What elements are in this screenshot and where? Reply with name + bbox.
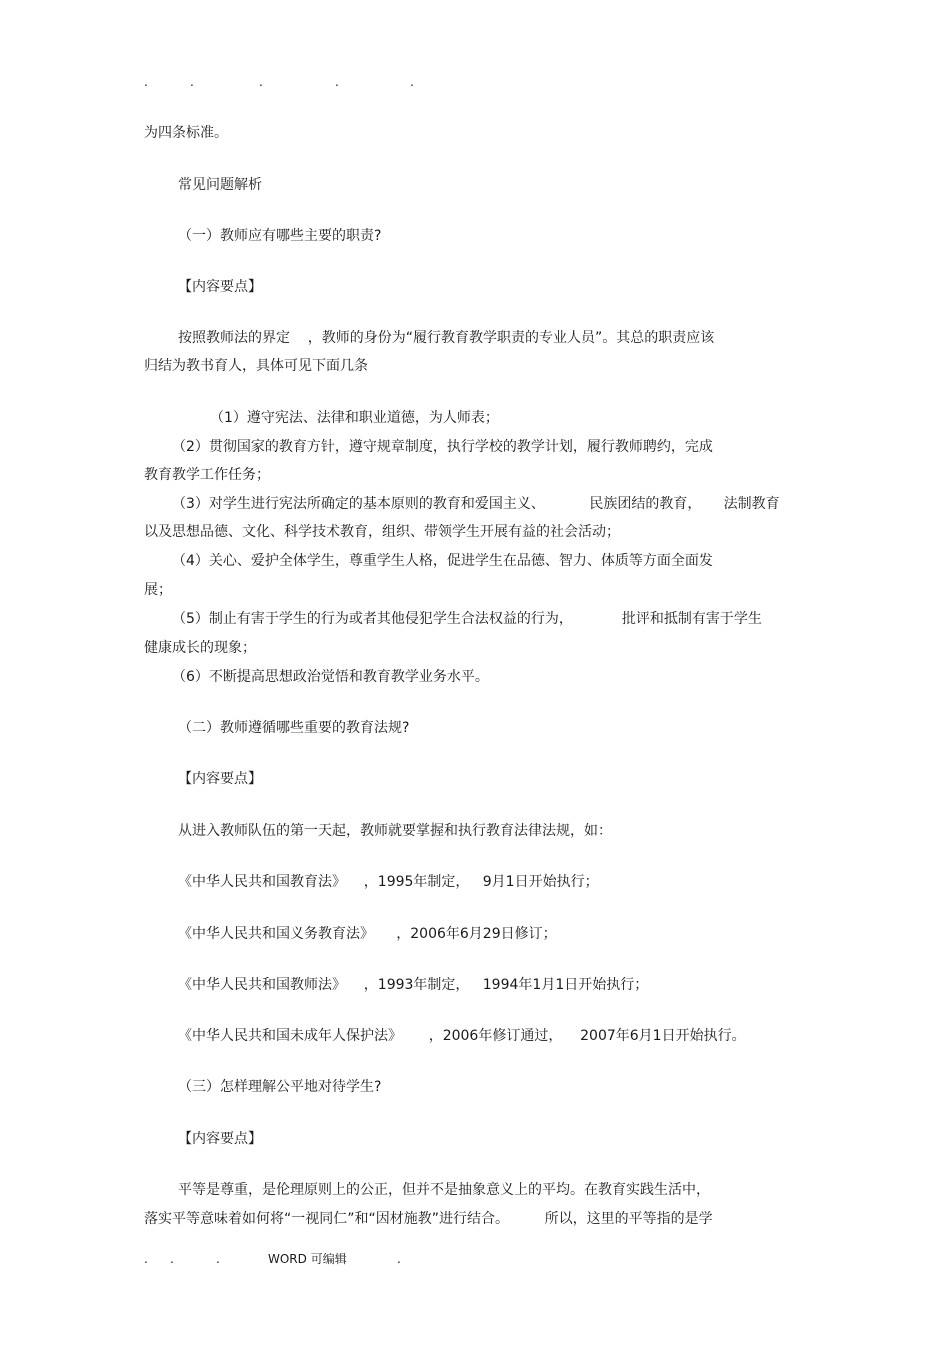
duty-item-6: （6）不断提高思想政治觉悟和教育教学业务水平。 [172,669,489,685]
footer-dot: . [170,1252,174,1266]
law-item: 《中华人民共和国未成年人保护法》 ，2006年修订通过， 2007年6月1日开始执行。 [178,1028,746,1044]
q3-paragraph-line-1: 平等是尊重，是伦理原则上的公正，但并不是抽象意义上的平均。在教育实践生活中， [178,1182,710,1198]
q1-paragraph-line-1: 按照教师法的界定 ，教师的身份为“履行教育教学职责的专业人员”。其总的职责应该 [178,330,715,346]
duty-item-4: （4）关心、爱护全体学生，尊重学生人格，促进学生在品德、智力、体质等方面全面发 [172,553,713,569]
footer-dot: . [397,1252,401,1266]
header-dot: . [410,75,414,89]
law-item: 《中华人民共和国教育法》 ，1995年制定， 9月1日开始执行； [178,874,599,890]
duty-item-2-cont: 教育教学工作任务； [144,467,270,483]
intro-tail-text: 为四条标准。 [144,125,228,141]
key-points-label-1: 【内容要点】 [178,279,262,295]
q1-paragraph-line-2: 归结为教书育人，具体可见下面几条 [144,358,368,374]
question-2: （二）教师遵循哪些重要的教育法规? [178,720,410,736]
duty-item-3: （3）对学生进行宪法所确定的基本原则的教育和爱国主义、 民族团结的教育， 法制教育 [172,496,780,512]
duty-item-1: （1）遵守宪法、法律和职业道德，为人师表； [210,410,499,426]
header-dot: . [190,75,194,89]
key-points-label-2: 【内容要点】 [178,771,262,787]
key-points-label-3: 【内容要点】 [178,1131,262,1147]
duty-item-3-cont: 以及思想品德、文化、科学技术教育，组织、带领学生开展有益的社会活动； [144,524,620,540]
q3-paragraph-line-2: 落实平等意味着如何将“一视同仁”和“因材施教”进行结合。 所以，这里的平等指的是学 [144,1211,713,1227]
question-3: （三）怎样理解公平地对待学生? [178,1079,382,1095]
header-dot: . [144,75,148,89]
duty-item-4-cont: 展； [144,582,172,598]
header-dot: . [259,75,263,89]
law-item: 《中华人民共和国义务教育法》 ，2006年6月29日修订； [178,926,557,942]
duty-item-2: （2）贯彻国家的教育方针，遵守规章制度，执行学校的教学计划，履行教师聘约，完成 [172,439,713,455]
law-item: 《中华人民共和国教师法》 ，1993年制定， 1994年1月1日开始执行； [178,977,649,993]
section-title: 常见问题解析 [178,177,262,193]
footer-dot: . [144,1252,148,1266]
question-1: （一）教师应有哪些主要的职责? [178,228,382,244]
footer-label: WORD 可编辑 [268,1252,347,1266]
header-dot: . [335,75,339,89]
footer-dot: . [216,1252,220,1266]
q2-intro: 从进入教师队伍的第一天起，教师就要掌握和执行教育法律法规，如： [178,823,612,839]
duty-item-5-cont: 健康成长的现象； [144,640,256,656]
duty-item-5: （5）制止有害于学生的行为或者其他侵犯学生合法权益的行为， 批评和抵制有害于学生 [172,611,762,627]
